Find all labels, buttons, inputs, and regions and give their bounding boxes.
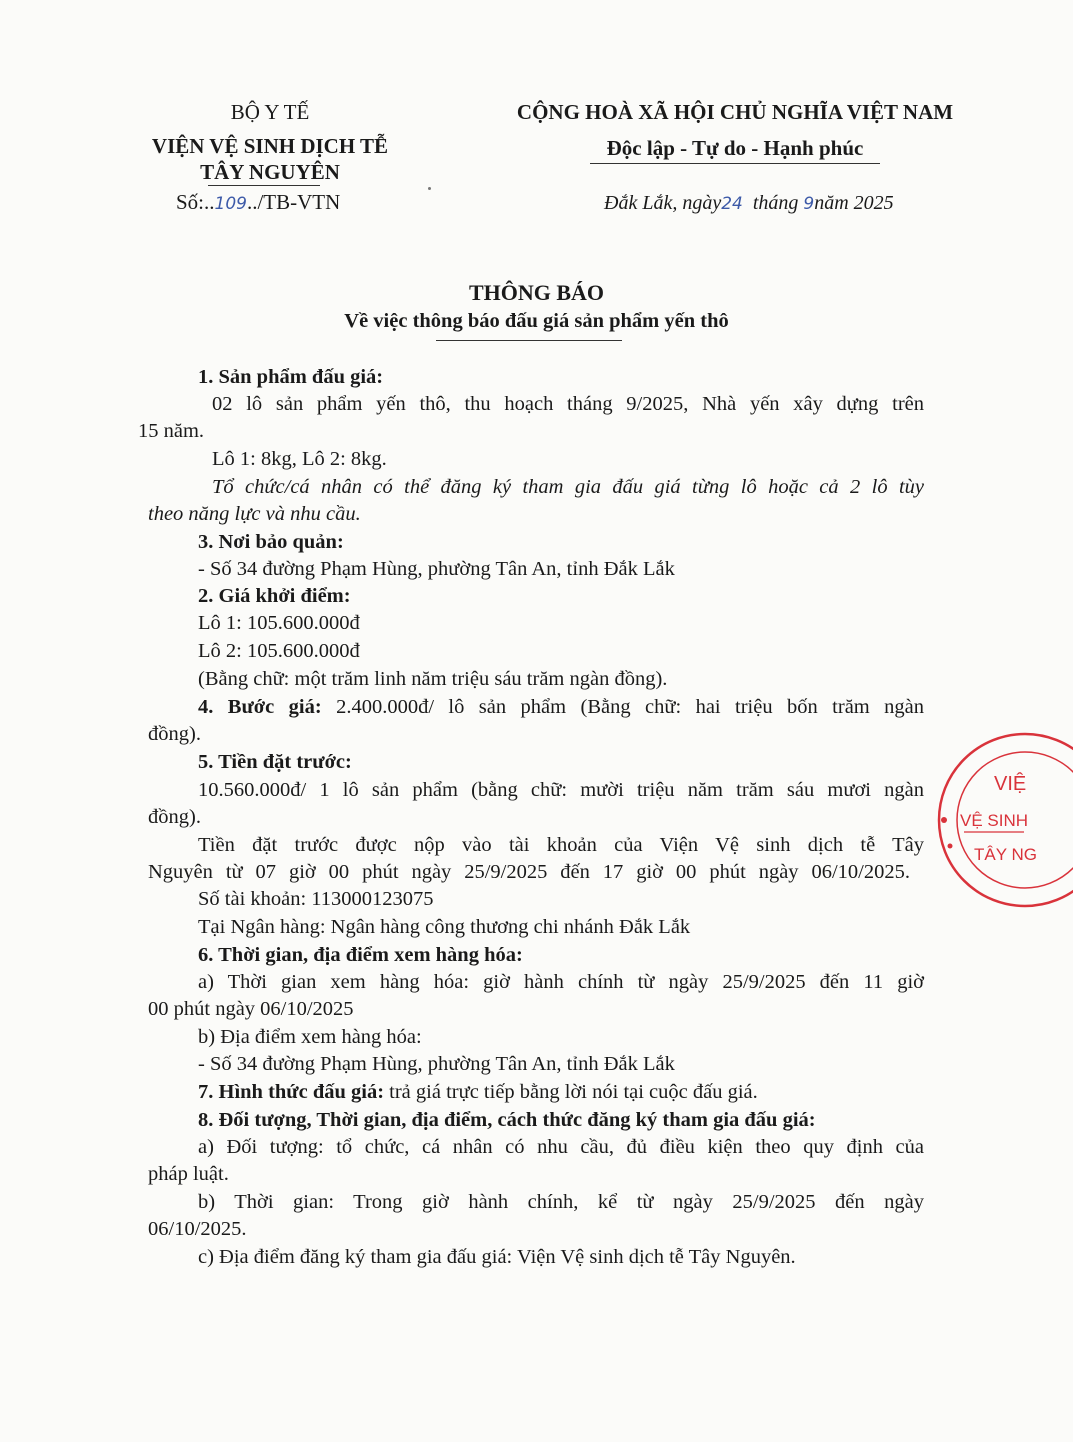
section-5-line-1: 10.560.000đ/ 1 lô sản phẩm (bằng chữ: mười triệu năm trăm sáu mươi ngàn: [198, 779, 924, 801]
section-5-line-2: đồng).: [148, 806, 201, 828]
section-1-line-4: Tổ chức/cá nhân có thể đăng ký tham gia đấu giá từng lô hoặc cả 2 lô tùy: [212, 476, 924, 498]
section-8-line-3: b) Thời gian: Trong giờ hành chính, kể từ ngày 25/9/2025 đến ngày: [198, 1191, 924, 1213]
section-8-line-4: 06/10/2025.: [148, 1218, 247, 1240]
section-7-heading: 7. Hình thức đấu giá:: [198, 1081, 385, 1103]
stamp-text-top: VIỆ: [994, 773, 1027, 795]
header-right-rule: [590, 163, 880, 164]
issue-date-day: 24: [721, 194, 743, 214]
section-5-line-5: Số tài khoản: 113000123075: [198, 888, 434, 910]
issue-date-month-label: tháng: [752, 192, 799, 214]
section-5-line-4: Nguyên từ 07 giờ 00 phút ngày 25/9/2025 đến 17 giờ 00 phút ngày 06/10/2025.: [148, 861, 910, 883]
section-2-line-1: Lô 1: 105.600.000đ: [198, 612, 360, 634]
section-6-line-2: 00 phút ngày 06/10/2025: [148, 998, 354, 1020]
section-1-line-2: 15 năm.: [138, 420, 205, 442]
section-4-heading: 4. Bước giá:: [198, 696, 322, 718]
notice-title: THÔNG BÁO: [468, 280, 605, 305]
notice-subtitle: Về việc thông báo đấu giá sản phẩm yến thô: [344, 310, 729, 332]
issue-date-year: năm 2025: [814, 192, 894, 214]
title-rule: [436, 340, 622, 341]
issue-date-place: Đắk Lắk, ngày: [604, 192, 722, 214]
country-name: CỘNG HOÀ XÃ HỘI CHỦ NGHĨA VIỆT NAM: [516, 100, 954, 124]
section-8-line-5: c) Địa điểm đăng ký tham gia đấu giá: Viện Vệ sinh dịch tễ Tây Nguyên.: [198, 1246, 796, 1268]
section-6-line-1: a) Thời gian xem hàng hóa: giờ hành chính từ ngày 25/9/2025 đến 11 giờ: [198, 971, 924, 993]
ministry-name: BỘ Y TẾ: [230, 100, 310, 124]
section-8-line-2: pháp luật.: [148, 1163, 229, 1185]
stamp-left-dot: [941, 817, 947, 823]
section-3-heading: 3. Nơi bảo quản:: [198, 531, 344, 553]
document-number: [176, 190, 340, 215]
section-7-line: [198, 1081, 758, 1104]
section-5-line-3: Tiền đặt trước được nộp vào tài khoản của Viện Vệ sinh dịch tễ Tây: [198, 834, 924, 856]
document-number-handwritten: 109: [214, 194, 247, 214]
issue-date-month: 9: [803, 194, 815, 214]
section-1-heading: 1. Sản phẩm đấu giá:: [198, 366, 384, 388]
section-2-line-2: Lô 2: 105.600.000đ: [198, 640, 360, 662]
section-5-line-6: Tại Ngân hàng: Ngân hàng công thương chi nhánh Đắk Lắk: [198, 916, 691, 938]
section-6-line-4: - Số 34 đường Phạm Hùng, phường Tân An, tỉnh Đắk Lắk: [198, 1053, 675, 1075]
institute-name-line2: TÂY NGUYÊN: [200, 160, 340, 184]
section-1-line-3: Lô 1: 8kg, Lô 2: 8kg.: [212, 448, 387, 470]
speck: [428, 187, 431, 190]
section-4-line-2: đồng).: [148, 723, 201, 745]
section-4-line-1: [198, 696, 924, 719]
section-2-heading: 2. Giá khởi điểm:: [198, 585, 351, 607]
section-4-text: 2.400.000đ/ lô sản phẩm (Bằng chữ: hai triệu bốn trăm ngàn: [336, 696, 925, 718]
issue-date: [604, 192, 894, 215]
official-stamp: [930, 728, 1070, 908]
section-6-heading: 6. Thời gian, địa điểm xem hàng hóa:: [198, 944, 523, 966]
stamp-text-middle: VỆ SINH: [960, 811, 1029, 830]
section-5-heading: 5. Tiền đặt trước:: [198, 751, 352, 773]
section-3-line-1: - Số 34 đường Phạm Hùng, phường Tân An, tỉnh Đắk Lắk: [198, 558, 675, 580]
section-6-line-3: b) Địa điểm xem hàng hóa:: [198, 1026, 422, 1048]
stamp-text-bottom: TÂY NG: [974, 845, 1037, 864]
header-left-rule: [208, 185, 320, 186]
stamp-lower-dot: [948, 844, 953, 849]
document-number-suffix: ../TB-VTN: [246, 190, 341, 214]
document-number-prefix: Số:..: [176, 190, 215, 214]
section-1-line-1: 02 lô sản phẩm yến thô, thu hoạch tháng 9/2025, Nhà yến xây dựng trên: [212, 393, 924, 415]
section-8-heading: 8. Đối tượng, Thời gian, địa điểm, cách thức đăng ký tham gia đấu giá:: [198, 1109, 816, 1131]
section-8-line-1: a) Đối tượng: tổ chức, cá nhân có nhu cầu, đủ điều kiện theo quy định của: [198, 1136, 924, 1158]
section-2-line-3: (Bằng chữ: một trăm linh năm triệu sáu trăm ngàn đồng).: [198, 668, 668, 690]
section-7-text: trả giá trực tiếp bằng lời nói tại cuộc đấu giá.: [389, 1081, 758, 1103]
national-motto: Độc lập - Tự do - Hạnh phúc: [606, 136, 864, 160]
section-1-line-5: theo năng lực và nhu cầu.: [148, 503, 361, 525]
institute-name-line1: VIỆN VỆ SINH DỊCH TỄ: [151, 134, 389, 158]
